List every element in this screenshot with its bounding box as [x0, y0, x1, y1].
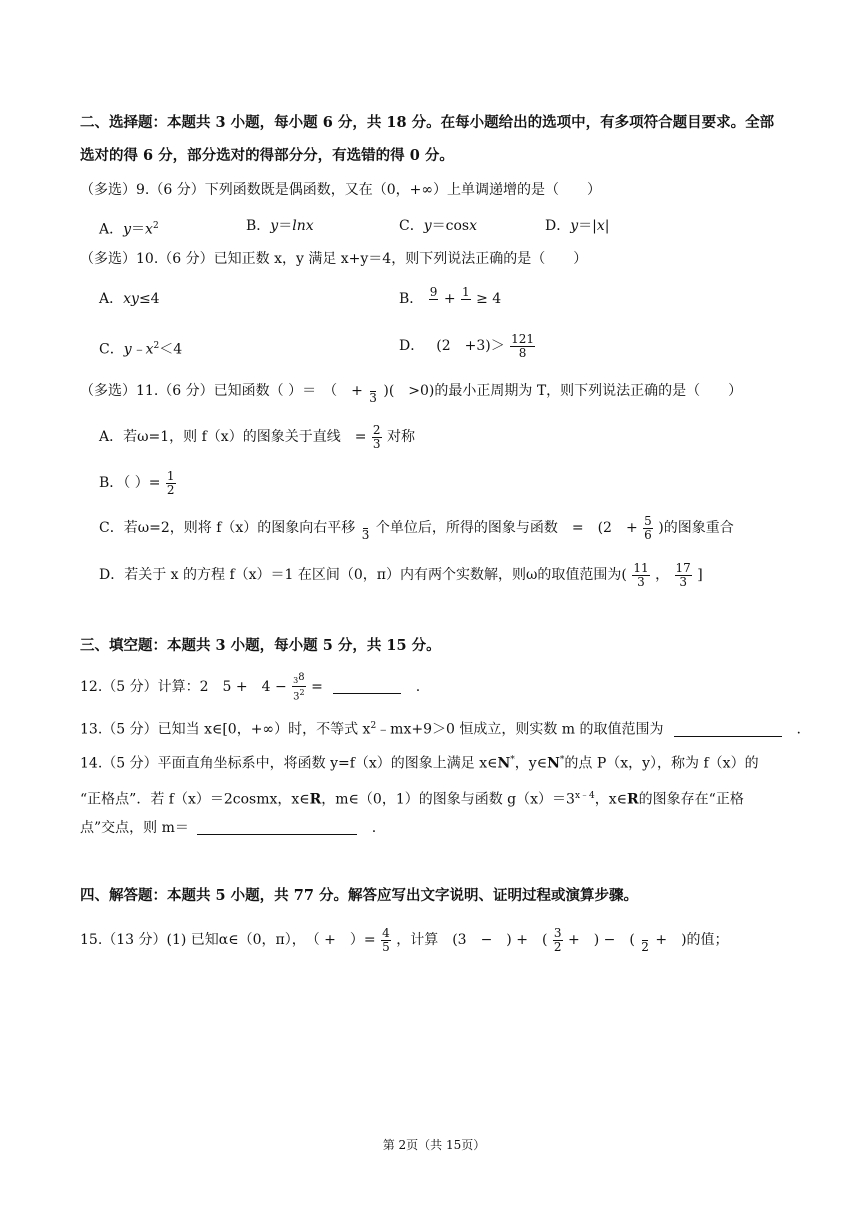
question-10-option-d: D． (2 +3)＞ $\frac{121}{8}$ — [399, 331, 535, 360]
answer-blank-12[interactable] — [333, 679, 401, 694]
question-11-stem: （多选）11.（6 分）已知函数（ ）＝ （ + 3 )( >0)的最小正周期为 T，则下列说法正确的是（ ） — [80, 376, 742, 406]
question-10-option-b: B． 9 + 1 ≥ 4 — [399, 284, 502, 307]
section-4-heading: 四、解答题：本题共 5 小题，共 77 分。解答应写出文字说明、证明过程或演算步骤。 — [80, 887, 638, 904]
page-number-footer: 第 2页（共 15页） — [382, 1138, 486, 1152]
question-11-option-a: A．若ω=1，则 f（x）的图象关于直线 = $\frac{2}{3}$ 对称 — [99, 422, 415, 451]
question-13: 13.（5 分）已知当 x∈[0，+∞）时，不等式 $x^2﹣mx+9>0$ 恒成立，则实数 m 的取值范围为 . — [80, 721, 801, 738]
answer-blank-14[interactable] — [197, 820, 357, 835]
question-10-option-c: C．$y﹣x^2<4$ — [99, 341, 183, 358]
question-14-line-2: “正格点”．若 f（x）＝2cosmx，x∈R，m∈（0，1）的图象与函数 $g(x)=3^{x﹣4}$，x∈R的图象存在“正格 — [80, 791, 744, 808]
question-9-option-b: B．y＝lnx — [246, 218, 314, 234]
question-11-option-c: C．若ω=2，则将 f（x）的图象向右平移 3 个单位后，所得的图象与函数 = (2 + $\frac{5}{6}$ )的图象重合 — [99, 513, 734, 542]
question-12: 12.（5 分）计算：2 5 + 4 − $\frac{_38}{3^2}$ = . — [80, 672, 421, 703]
question-11-option-d: D．若关于 x 的方程 f（x）＝1 在区间（0，π）内有两个实数解，则ω的取值范围为( $\frac{11}{3}$ ， $\frac{17}{3}$ ] — [99, 560, 703, 589]
question-15: 15.（13 分）(1) 已知α∈（0，π）， （ + ）= $\frac{4}{5}$ ，计算 (3 − ) + ( $\frac{3}{2}$ + ) − ( 2 + )的值； — [80, 925, 729, 954]
section-3-heading: 三、填空题：本题共 3 小题，每小题 5 分，共 15 分。 — [80, 637, 441, 654]
question-9-stem: （多选）9.（6 分）下列函数既是偶函数，又在（0，+∞）上单调递增的是（ ） — [80, 182, 602, 198]
question-9-option-d: D．y＝|x| — [545, 218, 610, 234]
answer-blank-13[interactable] — [674, 722, 782, 737]
question-9-option-c: C．y＝cosx — [399, 218, 478, 234]
question-10-stem: （多选）10.（6 分）已知正数 x，y 满足 x+y＝4，则下列说法正确的是（ ） — [80, 251, 588, 267]
question-11-option-b: B．（ ）= $\frac{1}{2}$ — [99, 468, 175, 497]
question-9-option-a: A．$y=x^2$ — [99, 221, 159, 238]
question-14-line-3: 点”交点，则 m＝ . — [80, 820, 377, 836]
question-10-option-a: A．xy≤4 — [99, 291, 160, 307]
question-14-line-1: 14.（5 分）平面直角坐标系中，将函数 y=f（x）的图象上满足 x∈N*，y∈N*的点 P（x，y），称为 f（x）的 — [80, 755, 759, 772]
section-2-heading-line-2: 选对的得 6 分，部分选对的得部分分，有选错的得 0 分。 — [80, 147, 454, 164]
section-2-heading-line-1: 二、选择题：本题共 3 小题，每小题 6 分，共 18 分。在每小题给出的选项中，有多项符合题目要求。全部 — [80, 114, 775, 131]
